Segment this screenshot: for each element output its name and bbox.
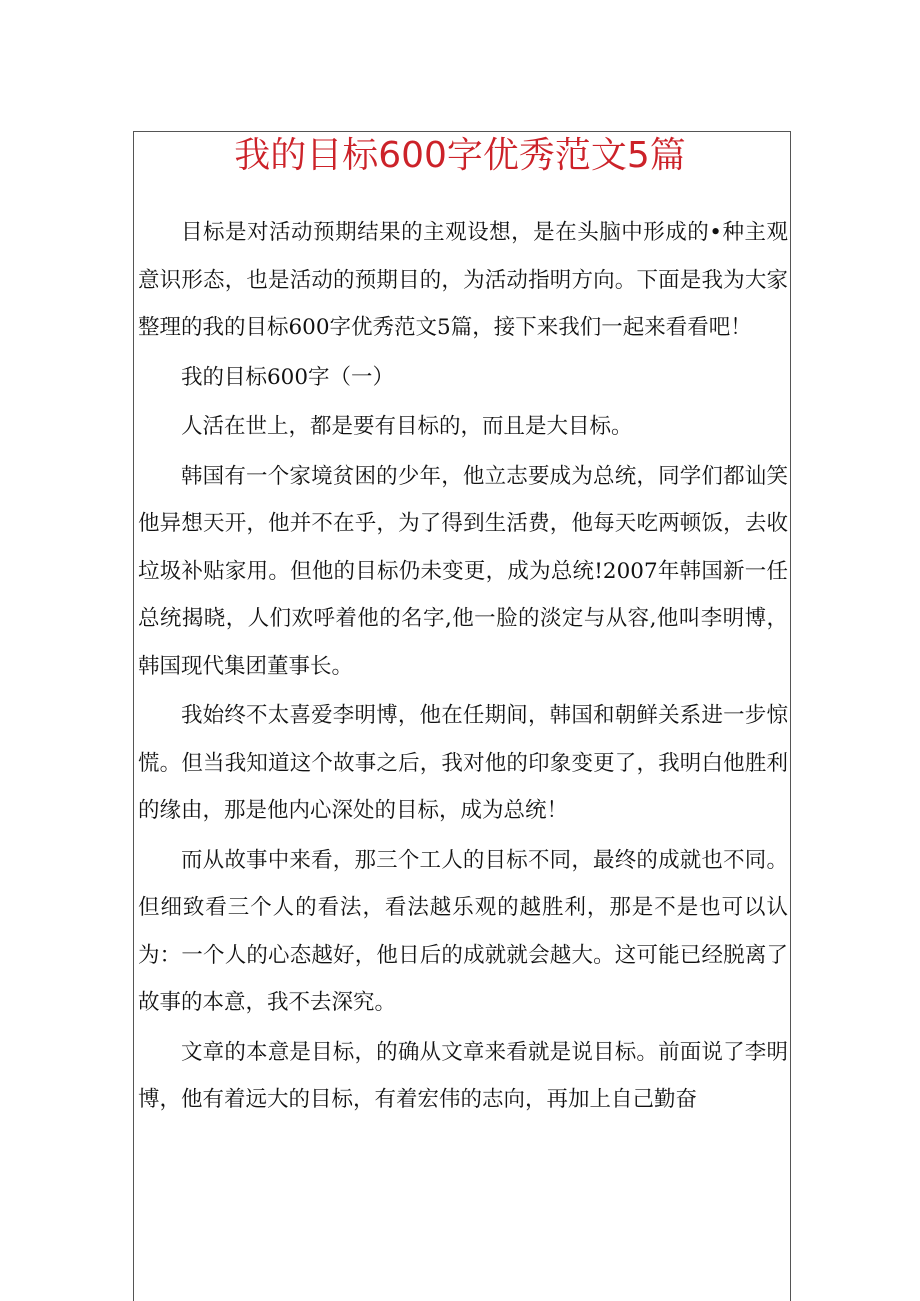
document-body: [138, 209, 788, 1126]
body-paragraph: 我始终不太喜爱李明博，他在任期间，韩国和朝鲜关系进一步惊慌。但当我知道这个故事之后，我对他的印象变更了，我明白他胜利的缘由，那是他内心深处的目标，成为总统！: [138, 703, 788, 823]
body-paragraph: 人活在世上，都是要有目标的，而且是大目标。: [181, 414, 633, 439]
body-paragraph: 而从故事中来看，那三个工人的目标不同，最终的成就也不同。但细致看三个人的看法，看法越乐观的越胜利，那是不是也可以认为：一个人的心态越好，他日后的成就就会越大。这可能已经脱离了故事的本意，我不去深究。: [138, 847, 788, 1015]
section-heading: 我的目标600字（一）: [181, 364, 395, 390]
body-paragraph: 文章的本意是目标，的确从文章来看就是说目标。前面说了李明博，他有着远大的目标，有着宏伟的志向，再加上自己勤奋: [138, 1039, 788, 1112]
document-title: 我的目标600字优秀范文5篇: [234, 135, 686, 176]
body-paragraph: 韩国有一个家境贫困的少年，他立志要成为总统，同学们都讪笑他异想天开，他并不在乎，为了得到生活费，他每天吃两顿饭，去收垃圾补贴家用。但他的目标仍未变更，成为总统!2007年韩国新一任总统揭晓，人们欢呼着他的名字,他一脸的淡定与从容,他叫李明博，韩国现代集团董事长。: [138, 463, 788, 679]
intro-paragraph: 目标是对活动预期结果的主观设想，是在头脑中形成的•种主观意识形态，也是活动的预期目的，为活动指明方向。下面是我为大家整理的我的目标600字优秀范文5篇，接下来我们一起来看看吧！: [138, 220, 788, 340]
